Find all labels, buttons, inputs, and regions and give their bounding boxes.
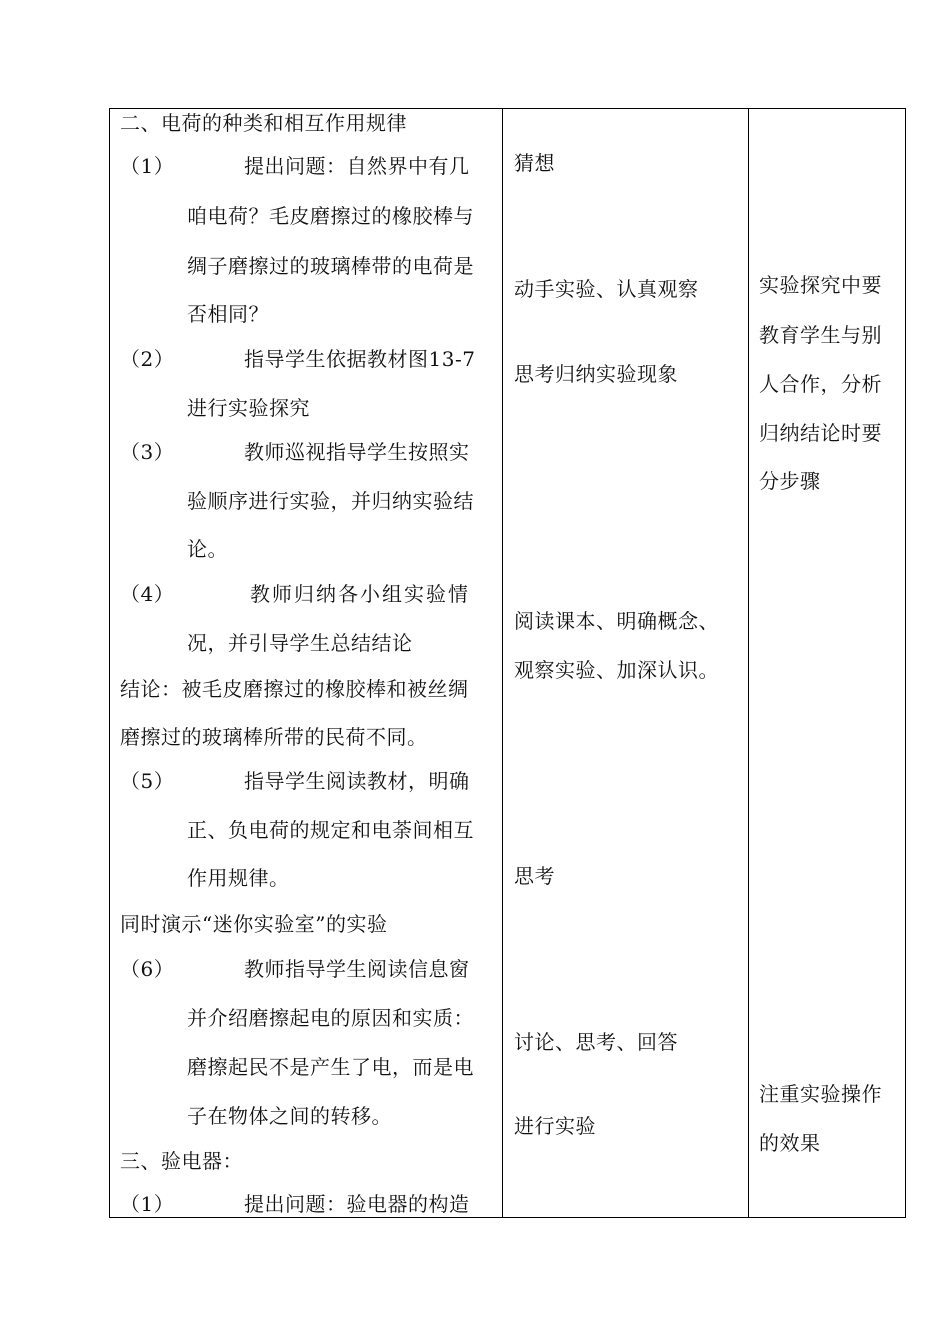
text-line: 教师巡视指导学生按照实 bbox=[244, 440, 470, 464]
text-line: 绸子磨擦过的玻璃棒带的电荷是 bbox=[187, 254, 474, 278]
design-note-line: 人合作，分析 bbox=[759, 372, 882, 396]
text-line: 进行实验探究 bbox=[187, 396, 310, 420]
item-number: （6） bbox=[120, 957, 175, 981]
item-number: （1） bbox=[120, 1192, 175, 1216]
student-activity-line: 动手实验、认真观察 bbox=[514, 277, 699, 301]
student-activity-line: 猜想 bbox=[514, 151, 555, 175]
item-number: （4） bbox=[120, 582, 175, 606]
text-line: 验顺序进行实验，并归纳实验结 bbox=[187, 489, 474, 513]
item-number: （1） bbox=[120, 154, 175, 178]
student-activity-line: 进行实验 bbox=[514, 1114, 596, 1138]
conclusion-line: 结论：被毛皮磨擦过的橡胶棒和被丝绸 bbox=[120, 677, 469, 701]
section-heading: 三、验电器： bbox=[120, 1149, 243, 1173]
item-number: （2） bbox=[120, 347, 175, 371]
item-number: （5） bbox=[120, 769, 175, 793]
student-activity-line: 思考归纳实验现象 bbox=[514, 362, 678, 386]
design-note-line: 的效果 bbox=[759, 1131, 821, 1155]
text-line: 作用规律。 bbox=[187, 866, 290, 890]
design-note-line: 实验探究中要 bbox=[759, 273, 882, 297]
student-activity-line: 思考 bbox=[514, 864, 555, 888]
text-line: 教师归纳各小组实验情 bbox=[250, 582, 470, 606]
text-line: 咱电荷？毛皮磨擦过的橡胶棒与 bbox=[187, 204, 474, 228]
column-divider bbox=[748, 109, 749, 1217]
student-activity-line: 观察实验、加深认识。 bbox=[514, 658, 719, 682]
text-line: 提出问题：验电器的构造 bbox=[244, 1192, 470, 1216]
text-line: 指导学生阅读教材，明确 bbox=[244, 769, 470, 793]
item-number: （3） bbox=[120, 440, 175, 464]
conclusion-line: 磨擦过的玻璃棒所带的民荷不同。 bbox=[120, 725, 428, 749]
design-note-line: 教育学生与别 bbox=[759, 323, 882, 347]
student-activity-line: 讨论、思考、回答 bbox=[514, 1030, 678, 1054]
design-note-line: 分步骤 bbox=[759, 469, 821, 493]
text-line: 指导学生依据教材图13-7 bbox=[244, 347, 476, 371]
text-line: 否相同？ bbox=[187, 302, 269, 326]
design-note-line: 归纳结论时要 bbox=[759, 421, 882, 445]
text-line: 论。 bbox=[187, 537, 228, 561]
text-line: 同时演示“迷你实验室”的实验 bbox=[120, 912, 388, 936]
text-line: 提出问题：自然界中有几 bbox=[244, 154, 470, 178]
section-heading: 二、电荷的种类和相互作用规律 bbox=[120, 111, 407, 135]
design-note-line: 注重实验操作 bbox=[759, 1082, 882, 1106]
text-line: 子在物体之间的转移。 bbox=[187, 1104, 392, 1128]
column-divider bbox=[502, 109, 503, 1217]
text-line: 正、负电荷的规定和电荼间相互 bbox=[187, 818, 474, 842]
text-line: 况，并引导学生总结结论 bbox=[187, 631, 413, 655]
text-line: 教师指导学生阅读信息窗 bbox=[244, 957, 470, 981]
student-activity-line: 阅读课本、明确概念、 bbox=[514, 609, 719, 633]
text-line: 磨擦起民不是产生了电，而是电 bbox=[187, 1055, 474, 1079]
text-line: 并介绍磨擦起电的原因和实质： bbox=[187, 1006, 474, 1030]
